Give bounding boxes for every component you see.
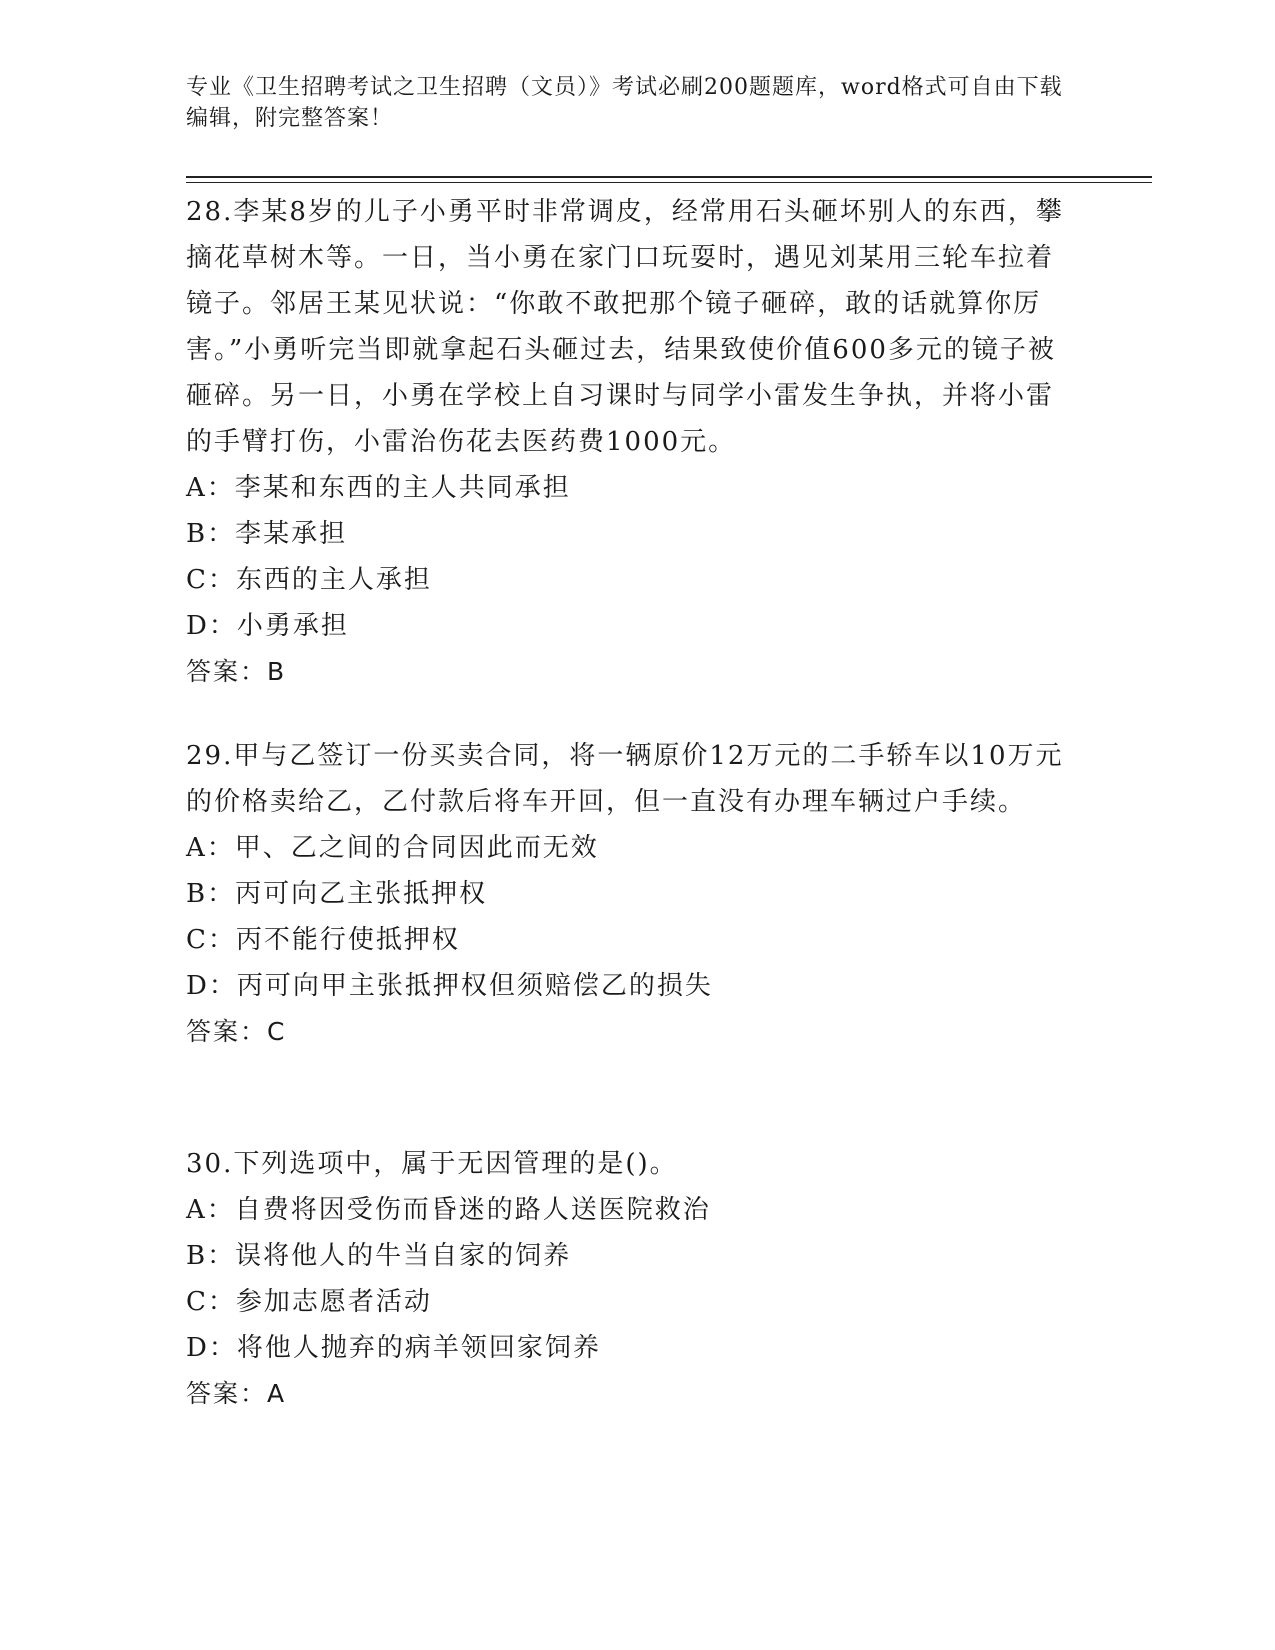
answer-line: 答案：C xyxy=(186,1017,287,1046)
document-header: 专业《卫生招聘考试之卫生招聘（文员）》考试必刷200题题库，word格式可自由下载编辑，附完整答案！ xyxy=(186,75,1063,131)
option-c: C：东西的主人承担 xyxy=(186,565,432,595)
option-d: D：小勇承担 xyxy=(186,611,349,641)
answer-line: 答案：A xyxy=(186,1379,287,1408)
question-28 xyxy=(186,189,1066,695)
option-a: A：自费将因受伤而昏迷的路人送医院救治 xyxy=(186,1195,711,1225)
option-b: B：李某承担 xyxy=(186,519,348,549)
option-d: D：丙可向甲主张抵押权但须赔偿乙的损失 xyxy=(186,971,713,1001)
option-d: D：将他人抛弃的病羊领回家饲养 xyxy=(186,1333,601,1363)
header-rule-thin xyxy=(186,182,1152,183)
option-b: B：丙可向乙主张抵押权 xyxy=(186,879,488,909)
question-stem: 30.下列选项中，属于无因管理的是()。 xyxy=(186,1149,678,1179)
question-29 xyxy=(186,733,1066,1055)
option-c: C：参加志愿者活动 xyxy=(186,1287,432,1317)
option-b: B：误将他人的牛当自家的饲养 xyxy=(186,1241,572,1271)
option-a: A：甲、乙之间的合同因此而无效 xyxy=(186,833,599,863)
option-c: C：丙不能行使抵押权 xyxy=(186,925,460,955)
question-30 xyxy=(186,1141,1066,1417)
option-a: A：李某和东西的主人共同承担 xyxy=(186,473,571,503)
question-stem: 29.甲与乙签订一份买卖合同，将一辆原价12万元的二手轿车以10万元的价格卖给乙，乙付款后将车开回，但一直没有办理车辆过户手续。 xyxy=(186,741,1064,817)
answer-line: 答案：B xyxy=(186,657,287,686)
question-stem: 28.李某8岁的儿子小勇平时非常调皮，经常用石头砸坏别人的东西，攀摘花草树木等。一日，当小勇在家门口玩耍时，遇见刘某用三轮车拉着镜子。邻居王某见状说：“你敢不敢把那个镜子砸碎，敢的话就算你厉害。”小勇听完当即就拿起石头砸过去，结果致使价值600多元的镜子被砸碎。另一日，小勇在学校上自习课时与同学小雷发生争执，并将小雷的手臂打伤，小雷治伤花去医药费1000元。 xyxy=(186,197,1064,457)
header-rule-thick xyxy=(186,176,1152,178)
